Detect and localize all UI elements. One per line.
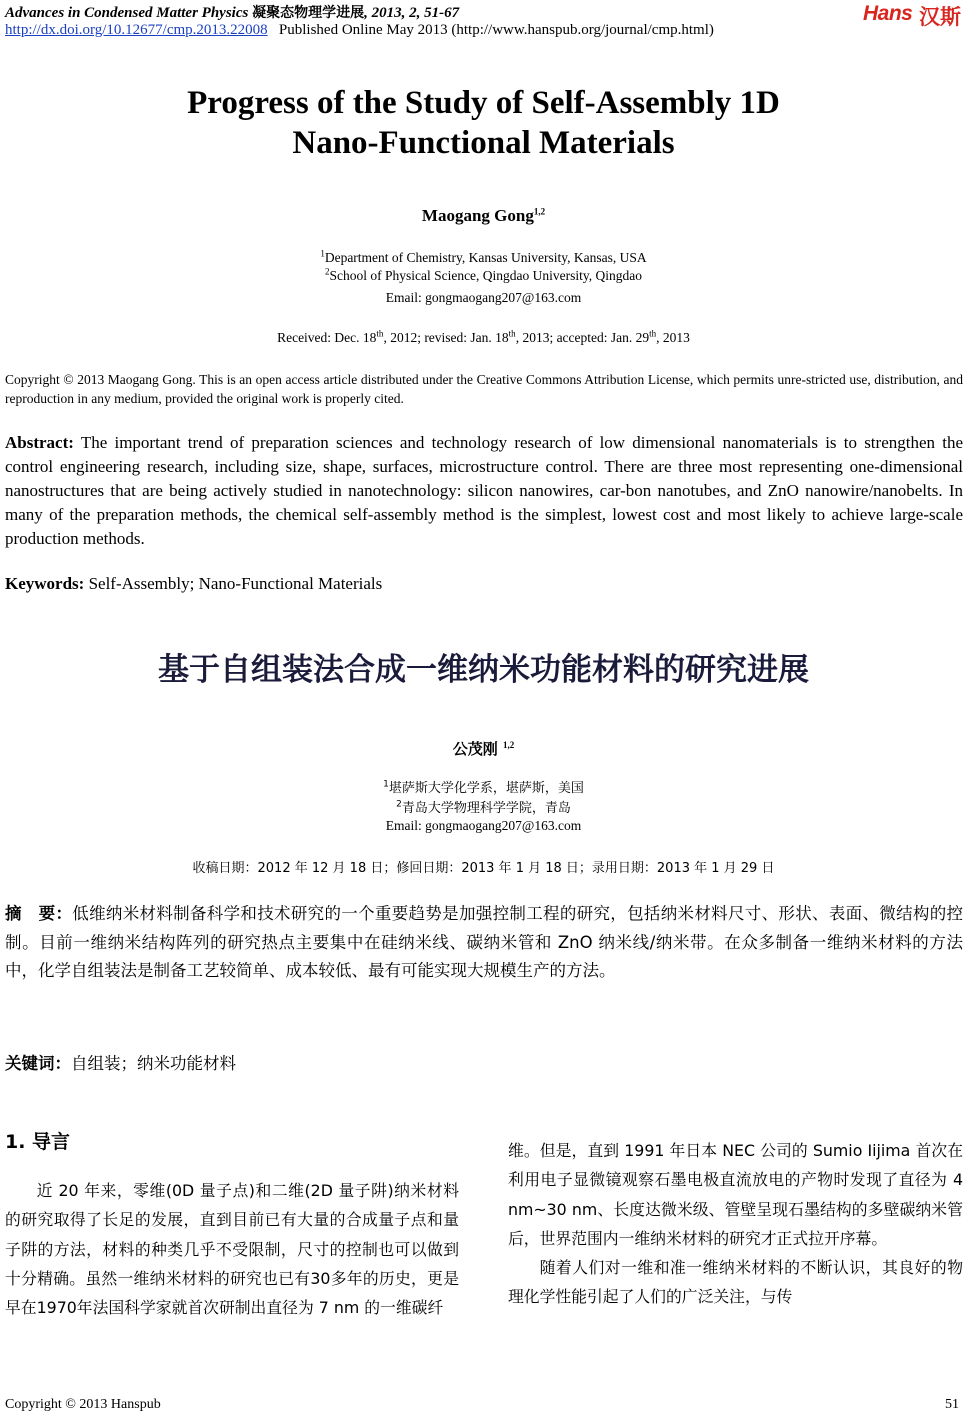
email-en: Email: gongmaogang207@163.com <box>385 290 582 305</box>
dates-en <box>0 330 967 346</box>
intro-paragraph-cont: 维。但是，直到 1991 年日本 NEC 公司的 Sumio Iijima 首次在利用电子显微镜观察石墨电极直流放电的产物时发现了直径为 4 nm~30 nm、长度达微米级、管壁呈现石墨结构的多壁碳纳米管后，世界范围内一维纳米材料的研究才正式拉开序幕。 <box>508 1141 963 1248</box>
date-end: , 2013 <box>656 330 690 345</box>
affiliation-cn-1 <box>0 777 967 796</box>
keywords-cn-text: 自组装；纳米功能材料 <box>71 1054 236 1073</box>
affiliation-text: 青岛大学物理科学学院，青岛 <box>401 801 571 816</box>
left-column <box>5 1176 459 1322</box>
affiliation-sup: 1 <box>320 248 325 259</box>
abstract-cn-label: 摘 要： <box>5 904 73 923</box>
affiliation-sup: 2 <box>324 266 330 277</box>
journal-issue: , 2013, 2, 51-67 <box>364 5 460 21</box>
date-sup: th <box>508 328 516 339</box>
copyright-notice: Copyright © 2013 Maogang Gong. This is an open access article distributed under the Creative Commons Attribution License, which permits unre-stricted use, distribution, and reproduction in any medium, provided the original work is properly cited. <box>5 372 963 406</box>
date-received: Received: Dec. 18 <box>277 330 377 345</box>
abstract-cn-text: 低维纳米材料制备科学和技术研究的一个重要趋势是加强控制工程的研究，包括纳米材料尺寸、形状、表面、微结构的控制。目前一维纳米结构阵列的研究热点主要集中在硅纳米线、碳纳米管和 ZnO 纳米线/纳米带。在众多制备一维纳米材料的方法中，化学自组装法是制备工艺较简单、成本较低、最有可能实现大规模生产的方法。 <box>5 904 963 980</box>
author-cn-sup: 1,2 <box>503 740 515 750</box>
doi-line <box>5 22 714 39</box>
author-en <box>0 206 967 226</box>
affiliation-text: 堪萨斯大学化学系，堪萨斯，美国 <box>388 781 584 796</box>
journal-header <box>5 2 459 22</box>
affiliation-en-1 <box>0 250 967 266</box>
intro-paragraph-2: 随着人们对一维和准一维纳米材料的不断认识，其良好的物理化学性能引起了人们的广泛关注，与传 <box>508 1258 963 1307</box>
author-sup: 1,2 <box>533 206 546 217</box>
affiliation-text: Department of Chemistry, Kansas University, Kansas, USA <box>324 250 647 265</box>
paper-title-en-line2: Nano-Functional Materials <box>292 125 675 161</box>
paper-title-cn: 基于自组装法合成一维纳米功能材料的研究进展 <box>158 652 809 688</box>
affiliation-text: School of Physical Science, Qingdao University, Qingdao <box>329 268 643 283</box>
logo-hans-text: Hans <box>863 2 913 25</box>
affiliation-sup: 2 <box>396 799 402 810</box>
date-sup: th <box>376 328 384 339</box>
keywords-en <box>5 572 963 596</box>
keywords-cn <box>5 1050 963 1079</box>
author-name: Maogang Gong <box>421 206 534 225</box>
paper-title-en-line1: Progress of the Study of Self-Assembly 1D <box>187 85 780 121</box>
keywords-text: Self-Assembly; Nano-Functional Materials <box>84 574 383 593</box>
journal-name-en: Advances in Condensed Matter Physics <box>5 5 249 21</box>
date-accepted: , 2013; accepted: Jan. 29 <box>515 330 650 345</box>
intro-paragraph: 近 20 年来，零维(0D 量子点)和二维(2D 量子阱)纳米材料的研究取得了长足的发展，直到目前已有大量的合成量子点和量子阱的方法，材料的种类几乎不受限制，尺寸的控制也可以做到十分精确。虽然一维纳米材料的研究也已有30多年的历史，更是早在1970年法国科学家就首次研制出直径为 7 nm 的一维碳纤 <box>5 1181 459 1318</box>
date-sup: th <box>649 328 657 339</box>
footer-copyright: Copyright © 2013 Hanspub <box>5 1397 161 1412</box>
journal-name-cn: 凝聚态物理学进展 <box>252 5 365 21</box>
author-cn-name: 公茂刚 <box>452 740 498 758</box>
date-revised: , 2012; revised: Jan. 18 <box>383 330 509 345</box>
keywords-label: Keywords: <box>5 574 85 593</box>
email-cn: Email: gongmaogang207@163.com <box>385 818 582 833</box>
abstract-cn <box>5 900 963 986</box>
dates-cn: 收稿日期：2012 年 12 月 18 日；修回日期：2013 年 1 月 18 日；录用日期：2013 年 1 月 29 日 <box>192 861 775 876</box>
page-number: 51 <box>945 1397 959 1412</box>
doi-link[interactable]: http://dx.doi.org/10.12677/cmp.2013.22008 <box>5 22 268 38</box>
logo-hans-cn-text: 汉斯 <box>919 5 961 29</box>
abstract-en <box>5 431 963 551</box>
affiliation-cn-2 <box>0 797 967 816</box>
paper-title-en <box>0 83 967 163</box>
abstract-label: Abstract: <box>5 433 74 452</box>
keywords-cn-label: 关键词： <box>5 1054 71 1073</box>
author-cn <box>0 738 967 759</box>
hanspub-logo <box>863 0 963 30</box>
abstract-text: The important trend of preparation sciences and technology research of low dimensional nanomaterials is to strengthen the control engineering research, including size, shape, surfaces, microstructure control. There are three most representing one-dimensional nanostructures that are being actively studied in nanotechnology: silicon nanowires, car-bon nanotubes, and ZnO nanowire/nanobelts. In many of the preparation methods, the chemical self-assembly method is the simplest, lowest cost and most likely to achieve large-scale production methods. <box>5 433 963 548</box>
affiliation-en-2 <box>0 268 967 284</box>
right-column <box>508 1136 963 1312</box>
affiliation-sup: 1 <box>383 779 389 790</box>
section-heading-intro: 1. 导言 <box>5 1131 71 1153</box>
published-online: Published Online May 2013 (http://www.hanspub.org/journal/cmp.html) <box>278 22 714 38</box>
